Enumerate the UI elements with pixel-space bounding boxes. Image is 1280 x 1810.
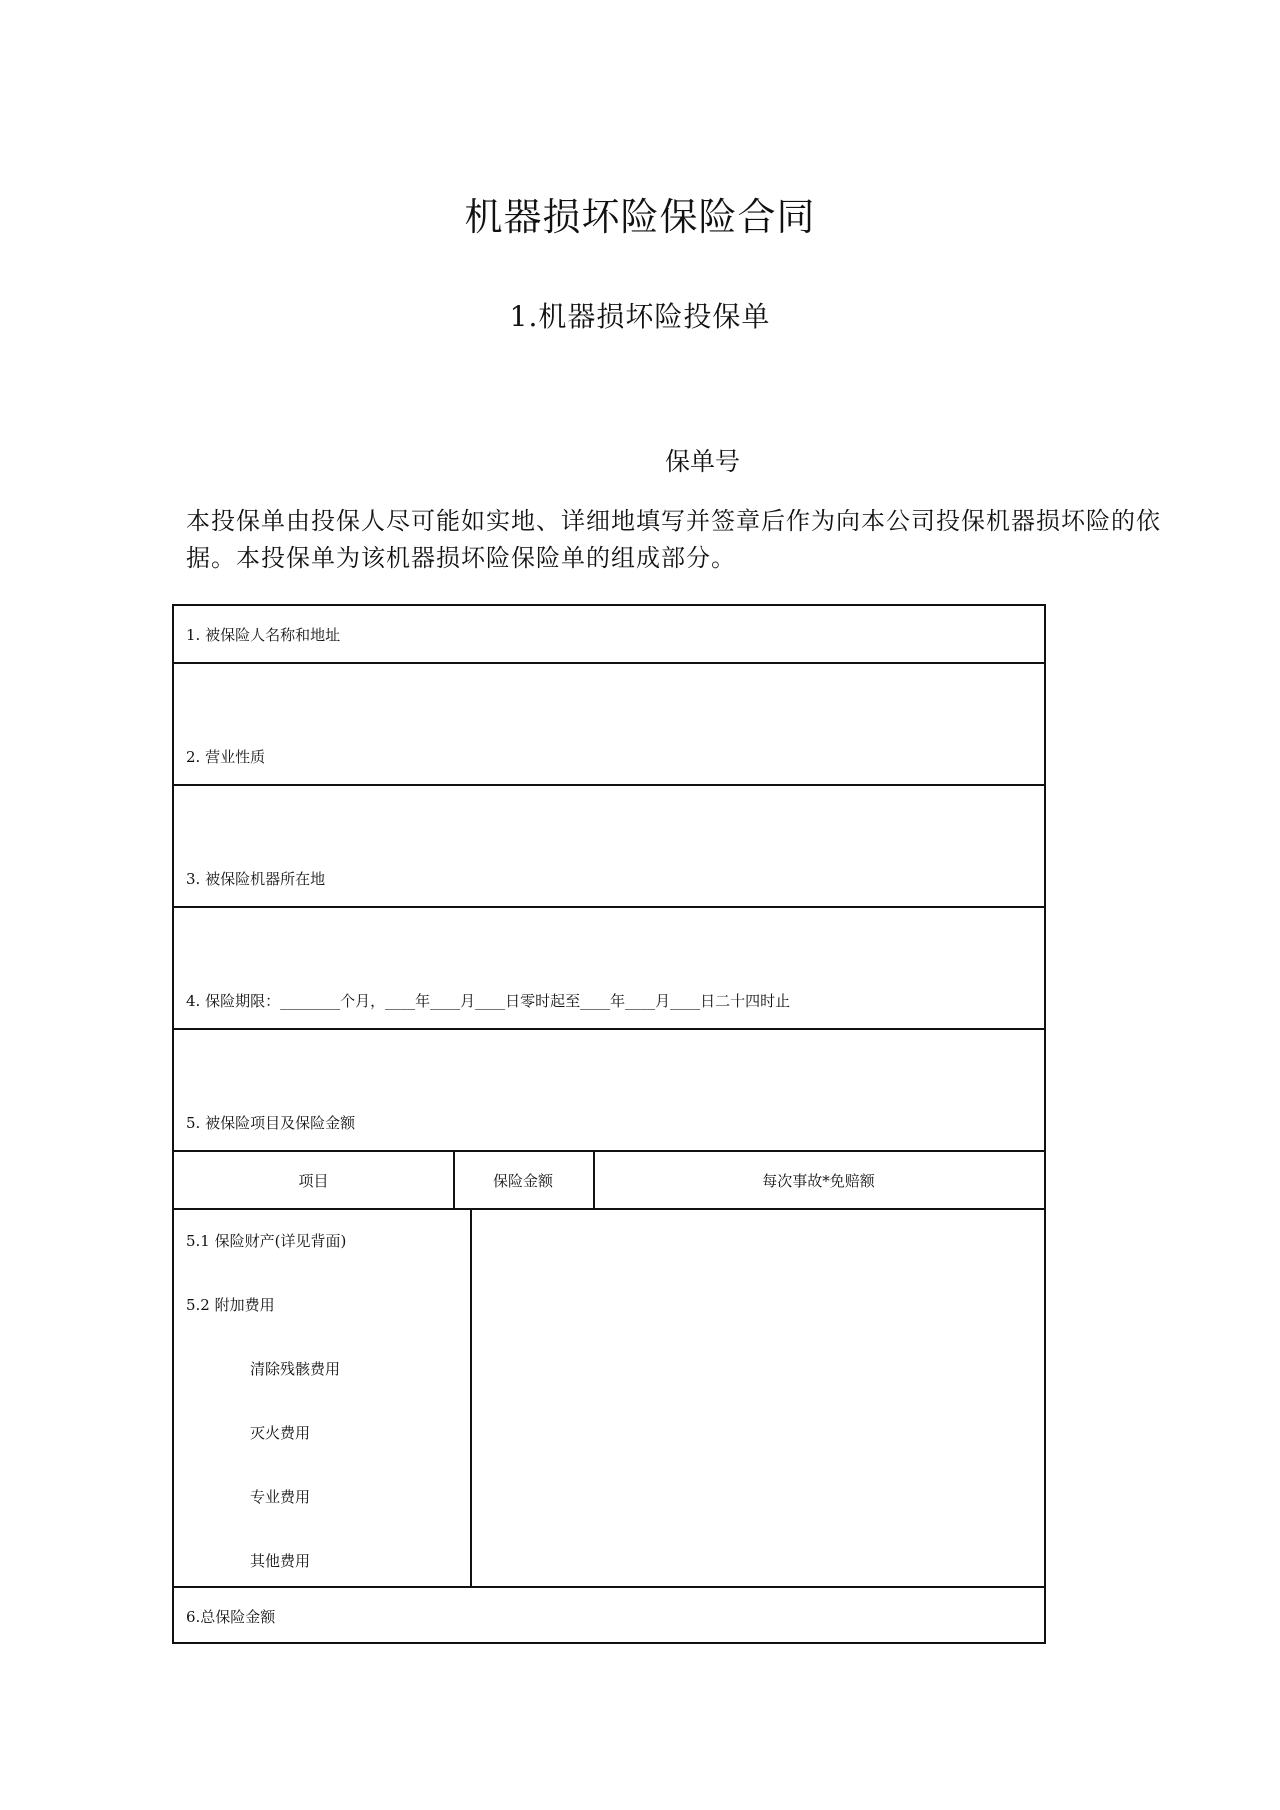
item-professional-fees: 专业费用	[250, 1488, 311, 1506]
field-insured-name-input[interactable]	[174, 662, 1044, 784]
items-table-header	[174, 1150, 1044, 1208]
item-debris-removal: 清除残骸费用	[250, 1360, 341, 1378]
total-insured-amount-label: 6.总保险金额	[186, 1608, 276, 1626]
intro-paragraph: 本投保单由投保人尽可能如实地、详细地填写并签章后作为向本公司投保机器损坏险的依据。本投保单为该机器损坏险保险单的组成部分。	[186, 507, 1161, 572]
document-title: 机器损坏险保险合同	[464, 195, 816, 239]
total-row[interactable]	[174, 1586, 1044, 1644]
header-deductible: 每次事故*免赔额	[762, 1171, 875, 1190]
item-additional-expenses: 5.2 附加费用	[186, 1296, 275, 1314]
field-machine-location-label: 3. 被保险机器所在地	[186, 870, 326, 888]
header-insured-amount: 保险金额	[492, 1171, 553, 1190]
field-machine-location-input[interactable]	[174, 906, 1044, 1028]
items-table-body	[174, 1208, 1044, 1586]
document-subtitle: 1.机器损坏险投保单	[509, 300, 771, 333]
field-business-nature-input[interactable]	[174, 784, 1044, 906]
field-insurance-period-input[interactable]	[174, 1028, 1044, 1150]
field-insured-name-label: 1. 被保险人名称和地址	[186, 626, 341, 644]
policy-number-label: 保单号	[665, 447, 741, 476]
header-item: 项目	[298, 1171, 329, 1190]
application-form	[172, 604, 1046, 1644]
field-insurance-period-label: 4. 保险期限：________个月，____年____月____日零时起至____年____月____日二十四时止	[186, 992, 791, 1010]
items-values-area[interactable]	[472, 1210, 1044, 1586]
field-business-nature-label: 2. 营业性质	[186, 748, 266, 766]
field-insured-items-label: 5. 被保险项目及保险金额	[186, 1114, 356, 1132]
item-other-expenses: 其他费用	[250, 1552, 311, 1570]
item-insured-property: 5.1 保险财产(详见背面)	[186, 1232, 347, 1250]
item-fire-fighting: 灭火费用	[250, 1424, 311, 1442]
